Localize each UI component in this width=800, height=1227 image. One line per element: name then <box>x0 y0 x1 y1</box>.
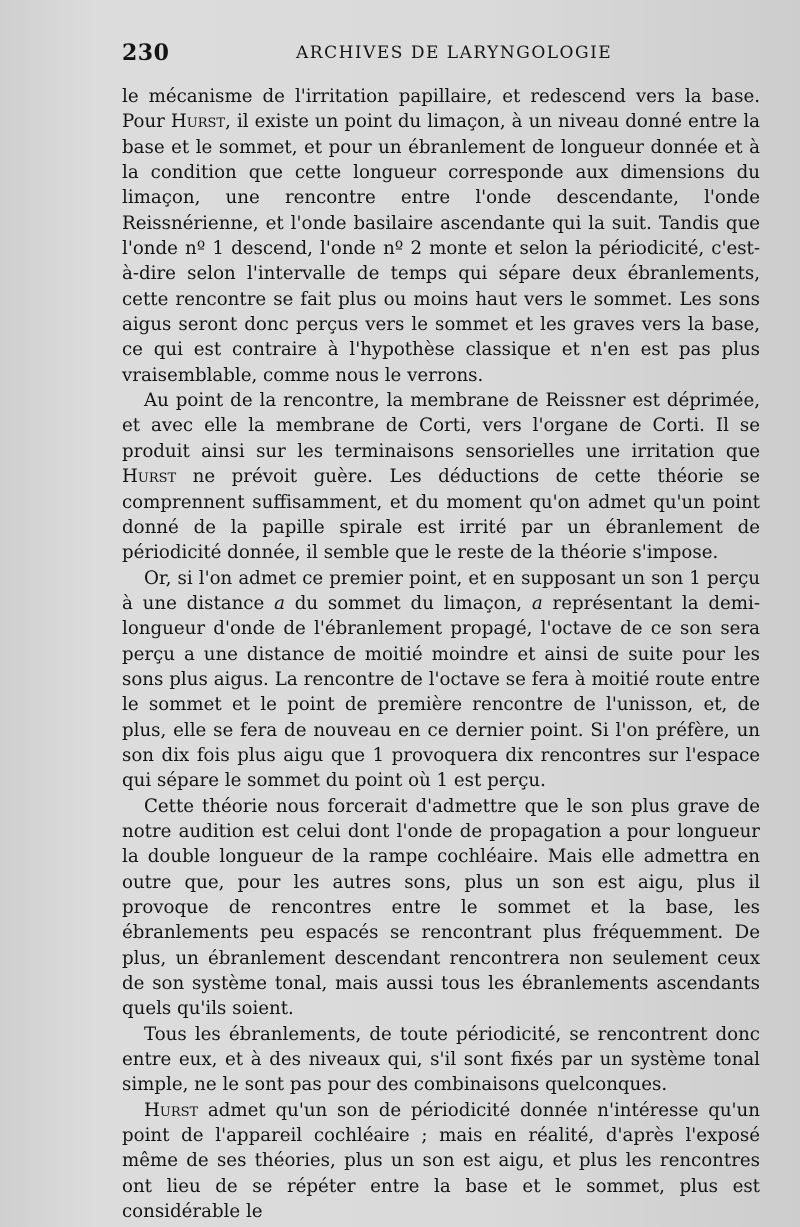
author-name-hurst: Hurst <box>170 111 226 133</box>
author-name-hurst: Hurst <box>122 466 177 488</box>
paragraph-1: le mécanisme de l'irritation papillaire, et redescend vers la base. Pour Hurst, il existe un point du limaçon, à un niveau donné entre la base et le sommet, et pour un ébranlement de longueur donnée et à la condition que cette longueur corresponde aux dimensions du limaçon, une rencontre entre l'onde descendante, l'onde Reissnérienne, et l'onde basilaire ascendante qui la suit. Tandis que l'onde nº 1 descend, l'onde nº 2 monte et selon la périodicité, c'est-à-dire selon l'intervalle de temps qui sépare deux ébranlements, cette rencontre se fait plus ou moins haut vers le sommet. Les sons aigus seront donc perçus vers le sommet et les graves vers la base, ce qui est contraire à l'hypothèse classique et n'en est pas plus vraisemblable, comme nous le verrons. <box>122 86 761 386</box>
running-head: ARCHIVES DE LARYNGOLOGIE <box>296 43 613 63</box>
variable-a: a <box>531 592 543 614</box>
paragraph-4: Cette théorie nous forcerait d'admettre que le son plus grave de notre audition est celui dont l'onde de propagation a pour longueur la double longueur de la rampe cochléaire. Mais elle admettra en outre que, pour les autres sons, plus un son est aigu, plus il provoque de rencontres entre le sommet et la base, les ébranlements peu espacés se rencontrant plus fréquemment. De plus, un ébranlement descendant rencontrera non seulement ceux de son système tonal, mais aussi tous les ébranlements ascendants quels qu'ils soient. <box>122 795 760 1020</box>
paragraph-3: Or, si l'on admet ce premier point, et en supposant un son 1 perçu à une distance a du sommet du limaçon, a représentant la demi-longueur d'onde de l'ébranlement propagé, l'octave de ce son sera perçu a une distance de moitié moindre et ainsi de suite pour les sons plus aigus. La rencontre de l'octave se fera à moitié route entre le sommet et le point de première rencontre de l'unisson, et, de plus, elle se fera de nouveau en ce dernier point. Si l'on préfère, un son dix fois plus aigu que 1 provoquera dix rencontres sur l'espace qui sépare le sommet du point où 1 est perçu. <box>122 567 760 792</box>
page-header <box>122 40 760 72</box>
paragraph-5: Tous les ébranlements, de toute périodicité, se rencontrent donc entre eux, et à des niveaux qui, s'il sont fixés par un système tonal simple, ne le sont pas pour des combinaisons quelconques. <box>122 1023 760 1096</box>
variable-a: a <box>274 592 285 614</box>
page-number: 230 <box>122 40 170 66</box>
author-name-hurst: Hurst <box>144 1099 199 1121</box>
paragraph-6: Hurst admet qu'un son de périodicité donnée n'intéresse qu'un point de l'appareil cochléaire ; mais en réalité, d'après l'exposé même de ses théories, plus un son est aigu, et plus les rencontres ont lieu de se répéter entre la base et le sommet, plus est considérable le <box>122 1099 760 1223</box>
body-text <box>122 84 760 1224</box>
paragraph-2: Au point de la rencontre, la membrane de Reissner est déprimée, et avec elle la membrane de Corti, vers l'organe de Corti. Il se produit ainsi sur les terminaisons sensorielles une irritation que Hurst ne prévoit guère. Les déductions de cette théorie se comprennent suffisamment, et du moment qu'on admet qu'un point donné de la papille spirale est irrité par un ébranlement de périodicité donnée, il semble que le reste de la théorie s'impose. <box>122 390 760 564</box>
